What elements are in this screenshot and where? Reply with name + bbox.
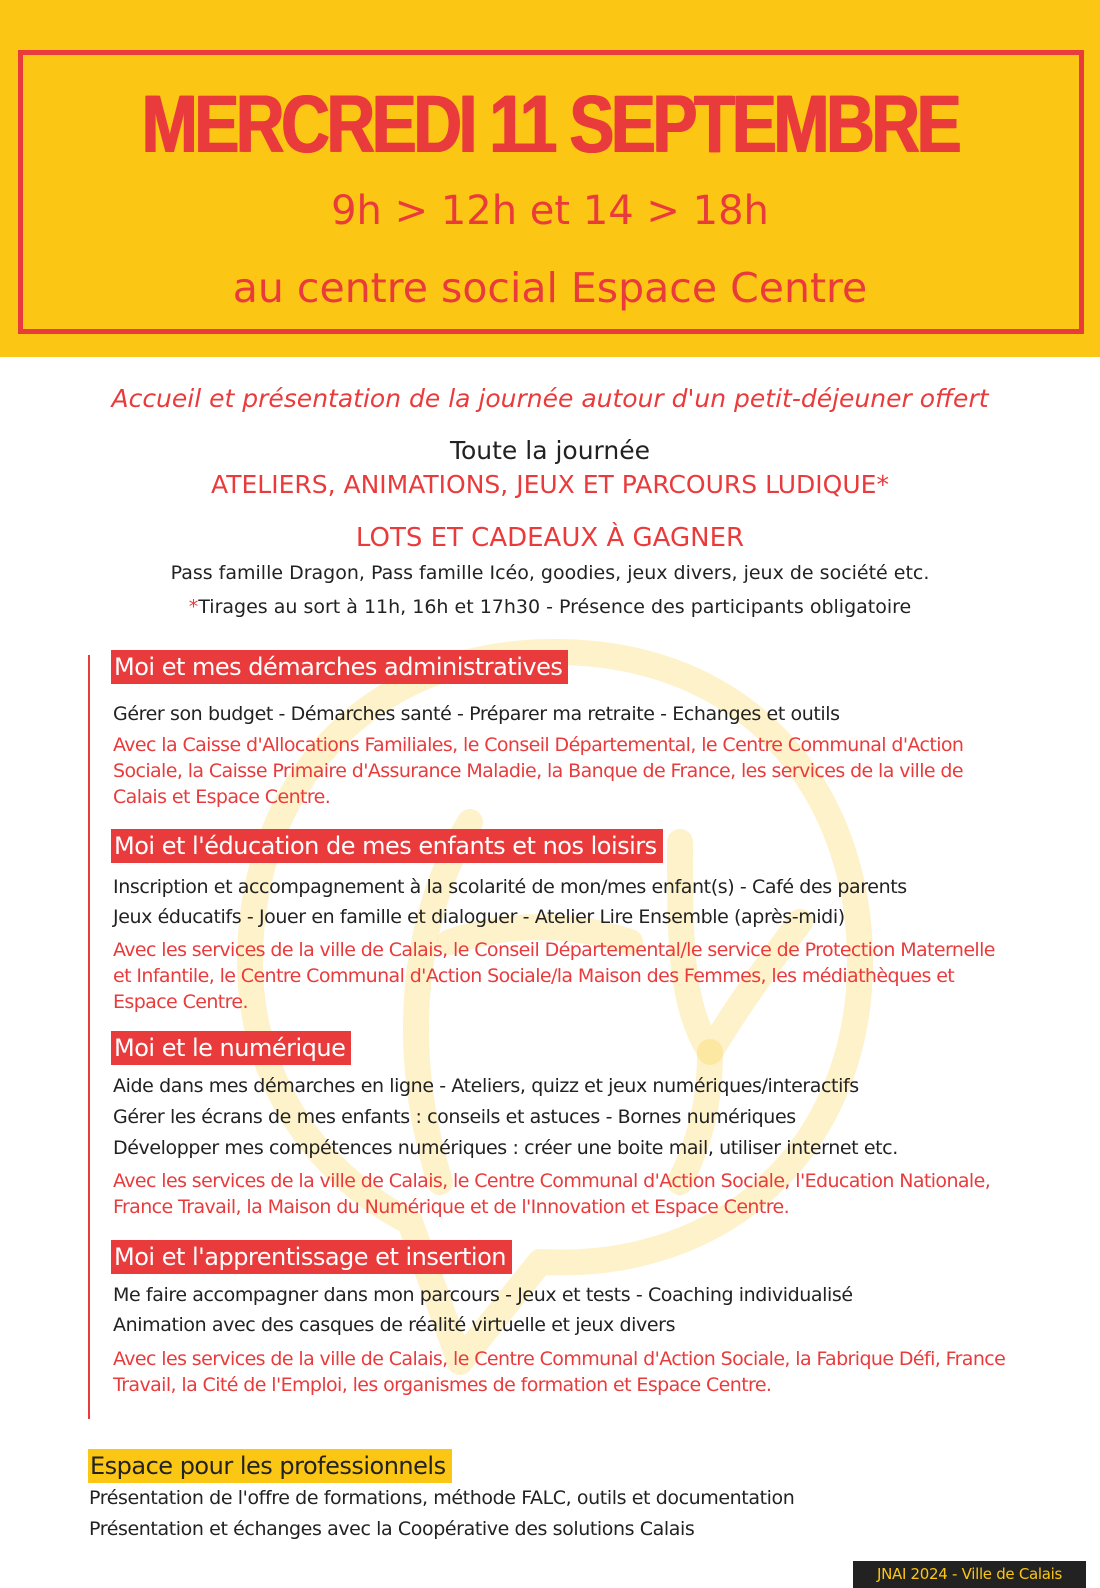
activities-headline: ATELIERS, ANIMATIONS, JEUX ET PARCOURS LUDIQUE*	[211, 470, 889, 499]
professionals-title: Espace pour les professionnels	[88, 1449, 452, 1483]
section-title-learning: Moi et l'apprentissage et insertion	[111, 1240, 512, 1274]
section-learning-line: Me faire accompagner dans mon parcours - Jeux et tests - Coaching individualisé	[113, 1284, 853, 1306]
section-admin-partners: Avec la Caisse d'Allocations Familiales, le Conseil Départemental, le Centre Communal d'Action Sociale, la Caisse Primaire d'Assurance Maladie, la Banque de France, les services de la ville de Calais et Espace Centre.	[113, 734, 964, 808]
footer-badge: JNAI 2024 - Ville de Calais	[853, 1561, 1086, 1588]
section-education-line: Jeux éducatifs - Jouer en famille et dialoguer - Atelier Lire Ensemble (après-midi)	[113, 906, 845, 928]
section-learning-line: Animation avec des casques de réalité virtuelle et jeux divers	[113, 1314, 676, 1336]
professionals-line: Présentation et échanges avec la Coopérative des solutions Calais	[89, 1518, 695, 1540]
section-title-education: Moi et l'éducation de mes enfants et nos loisirs	[111, 829, 663, 863]
prizes-title: LOTS ET CADEAUX À GAGNER	[355, 523, 745, 553]
section-education-line: Inscription et accompagnement à la scolarité de mon/mes enfant(s) - Café des parents	[113, 876, 907, 898]
section-digital-line: Développer mes compétences numériques : créer une boite mail, utiliser internet etc.	[113, 1137, 898, 1159]
section-digital-partners: Avec les services de la ville de Calais, le Centre Communal d'Action Sociale, l'Education Nationale, France Travail, la Maison du Numérique et de l'Innovation et Espace Centre.	[113, 1170, 991, 1218]
section-title-admin: Moi et mes démarches administratives	[111, 650, 568, 684]
prizes-list: Pass famille Dragon, Pass famille Icéo, goodies, jeux divers, jeux de société etc.	[170, 562, 930, 584]
section-admin-line: Gérer son budget - Démarches santé - Préparer ma retraite - Echanges et outils	[113, 703, 840, 725]
section-digital-line: Gérer les écrans de mes enfants : conseils et astuces - Bornes numériques	[113, 1106, 796, 1128]
section-learning-partners: Avec les services de la ville de Calais, le Centre Communal d'Action Sociale, la Fabrique Défi, France Travail, la Cité de l'Emploi, les organismes de formation et Espace Centre.	[113, 1348, 1006, 1396]
event-hours: 9h > 12h et 14 > 18h	[331, 188, 769, 234]
draw-star: *	[188, 596, 199, 618]
welcome-text: Accueil et présentation de la journée autour d'un petit-déjeuner offert	[111, 384, 989, 413]
draw-note	[0, 596, 1100, 618]
section-digital-line: Aide dans mes démarches en ligne - Ateliers, quizz et jeux numériques/interactifs	[113, 1075, 859, 1097]
section-title-digital: Moi et le numérique	[111, 1031, 351, 1065]
event-date-title: MERCREDI 11 SEPTEMBRE	[141, 79, 959, 170]
section-education-partners: Avec les services de la ville de Calais, le Conseil Départemental/le service de Protection Maternelle et Infantile, le Centre Communal d'Action Sociale/la Maison des Femmes, les médiathèques et Espace Centre.	[113, 939, 995, 1013]
sections-side-rule	[88, 655, 90, 1419]
all-day-label: Toute la journée	[449, 436, 651, 465]
event-place: au centre social Espace Centre	[232, 264, 868, 312]
draw-note-text: Tirages au sort à 11h, 16h et 17h30 - Présence des participants obligatoire	[198, 596, 912, 618]
professionals-line: Présentation de l'offre de formations, méthode FALC, outils et documentation	[89, 1487, 795, 1509]
